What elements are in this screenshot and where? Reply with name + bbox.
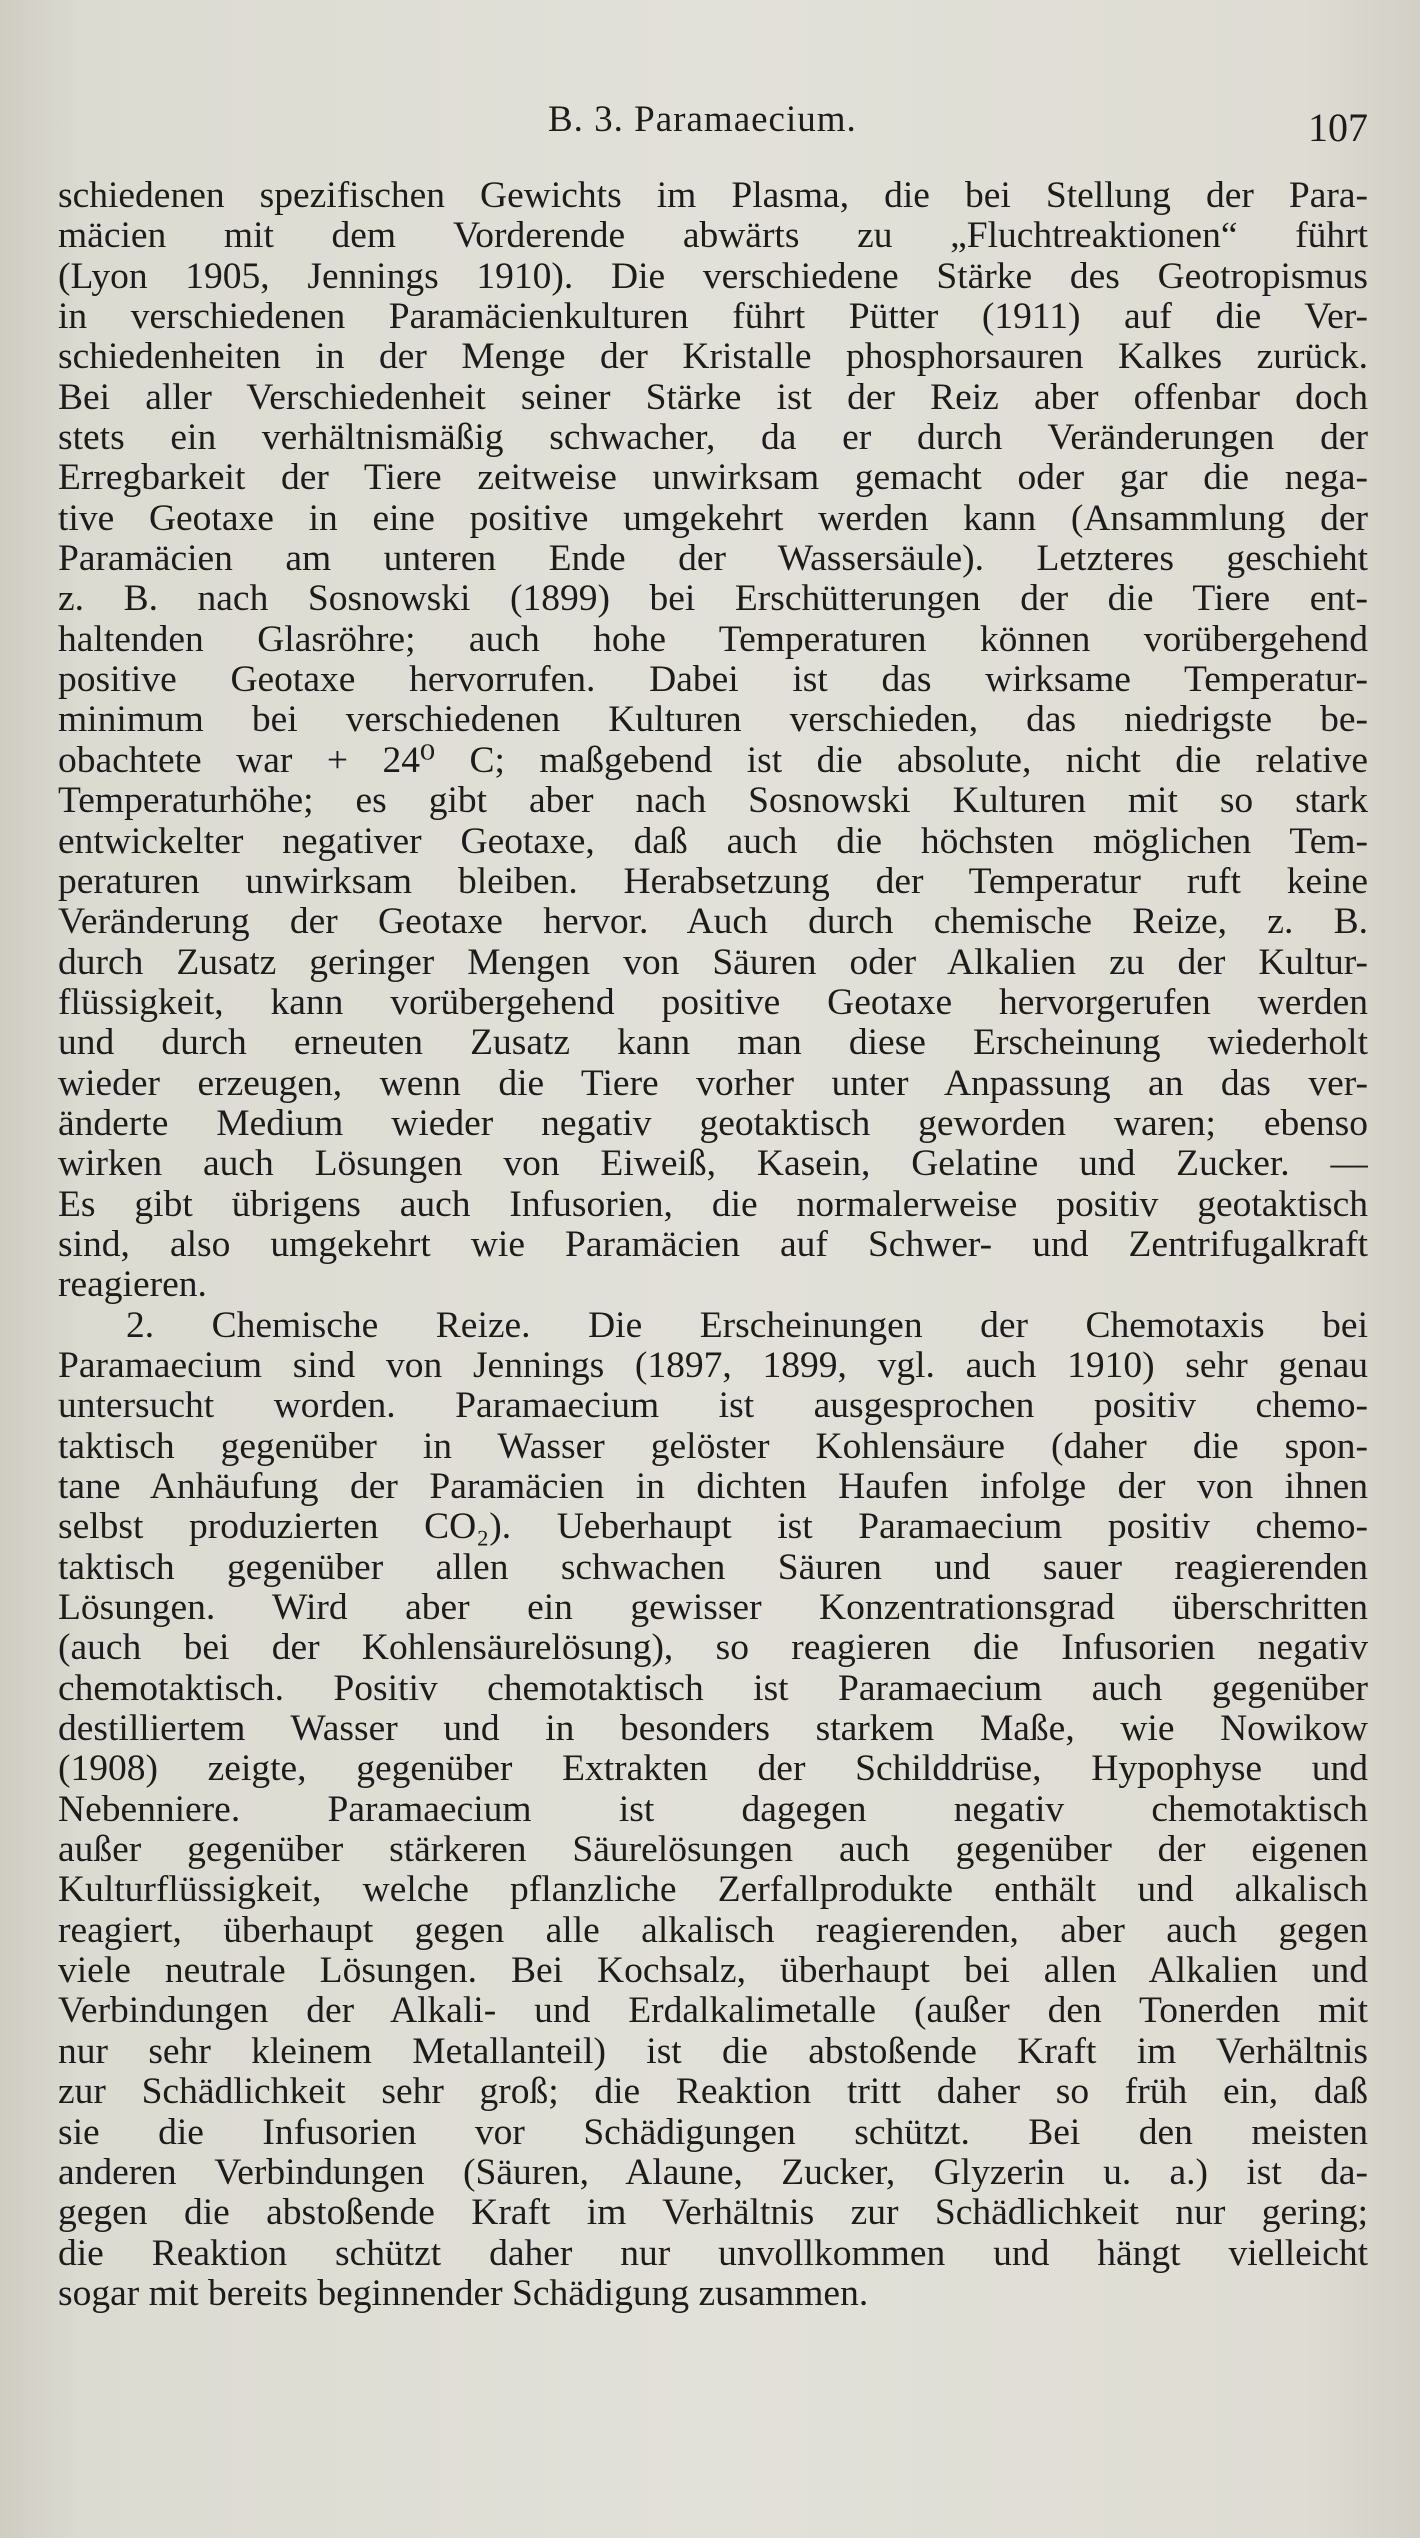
page-header xyxy=(58,90,1368,150)
text-line: Es gibt übrigens auch Infusorien, die normalerweise positiv geotaktisch xyxy=(58,1184,1368,1225)
text-line: flüssigkeit, kann vorübergehend positive Geotaxe hervorgerufen werden xyxy=(58,982,1368,1023)
text-line: Bei aller Verschiedenheit seiner Stärke ist der Reiz aber offenbar doch xyxy=(58,377,1368,418)
text-line: in verschiedenen Paramäcienkulturen führt Pütter (1911) auf die Ver- xyxy=(58,297,1368,338)
text-line: Nebenniere. Paramaecium ist dagegen negativ chemotaktisch xyxy=(58,1789,1368,1830)
text-line: tane Anhäufung der Paramäcien in dichten Haufen infolge der von ihnen xyxy=(58,1467,1368,1507)
text-line: Erregbarkeit der Tiere zeitweise unwirksam gemacht oder gar die nega- xyxy=(58,458,1368,499)
text-line: sogar mit bereits beginnender Schädigung zusammen. xyxy=(58,2273,869,2314)
text-line: gegen die abstoßende Kraft im Verhältnis zur Schädlichkeit nur gering; xyxy=(58,2193,1368,2234)
text-line: (Lyon 1905, Jennings 1910). Die verschiedene Stärke des Geotropismus xyxy=(58,256,1368,297)
text-line: minimum bei verschiedenen Kulturen verschieden, das niedrigste be- xyxy=(58,700,1368,741)
text-line: tive Geotaxe in eine positive umgekehrt werden kann (Ansammlung der xyxy=(58,498,1368,539)
text-line: haltenden Glasröhre; auch hohe Temperaturen können vorübergehend xyxy=(58,619,1368,660)
running-head: B. 3. Paramaecium. xyxy=(548,99,857,140)
text-line: durch Zusatz geringer Mengen von Säuren oder Alkalien zu der Kultur- xyxy=(58,942,1368,983)
text-line: taktisch gegenüber allen schwachen Säuren und sauer reagierenden xyxy=(58,1547,1368,1588)
text-line: schiedenen spezifischen Gewichts im Plasma, die bei Stellung der Para- xyxy=(58,176,1368,216)
section-heading-line: 2. Chemische Reize. Die Erscheinungen der Chemotaxis bei xyxy=(126,1305,1368,1346)
text-line: zur Schädlichkeit sehr groß; die Reaktion tritt daher so früh ein, daß xyxy=(58,2072,1368,2113)
text-line: chemotaktisch. Positiv chemotaktisch ist Paramaecium auch gegenüber xyxy=(58,1668,1368,1709)
text-line: Verbindungen der Alkali- und Erdalkalimetalle (außer den Tonerden mit xyxy=(58,1991,1368,2032)
text-line: reagiert, überhaupt gegen alle alkalisch reagierenden, aber auch gegen xyxy=(58,1910,1368,1951)
text-line: obachtete war + 24⁰ C; maßgebend ist die absolute, nicht die relative xyxy=(58,740,1368,781)
text-line: mäcien mit dem Vorderende abwärts zu „Fluchtreaktionen“ führt xyxy=(58,216,1368,257)
text-line: Paramaecium sind von Jennings (1897, 1899, vgl. auch 1910) sehr genau xyxy=(58,1345,1368,1386)
text-line: sie die Infusorien vor Schädigungen schützt. Bei den meisten xyxy=(58,2112,1368,2153)
text-line: selbst produzierten CO₂). Ueberhaupt ist Paramaecium positiv chemo- xyxy=(58,1507,1368,1548)
text-line: Veränderung der Geotaxe hervor. Auch durch chemische Reize, z. B. xyxy=(58,902,1368,943)
text-line: wirken auch Lösungen von Eiweiß, Kasein, Gelatine und Zucker. — xyxy=(58,1144,1368,1185)
text-line: entwickelter negativer Geotaxe, daß auch die höchsten möglichen Tem- xyxy=(58,821,1368,862)
body-text xyxy=(58,176,1368,2314)
text-line: taktisch gegenüber in Wasser gelöster Kohlensäure (daher die spon- xyxy=(58,1426,1368,1467)
text-line: änderte Medium wieder negativ geotaktisch geworden waren; ebenso xyxy=(58,1103,1368,1144)
text-line: wieder erzeugen, wenn die Tiere vorher unter Anpassung an das ver- xyxy=(58,1063,1368,1104)
text-line: (auch bei der Kohlensäurelösung), so reagieren die Infusorien negativ xyxy=(58,1628,1368,1669)
text-line: sind, also umgekehrt wie Paramäcien auf Schwer- und Zentrifugalkraft xyxy=(58,1224,1368,1265)
text-line: schiedenheiten in der Menge der Kristalle phosphorsauren Kalkes zurück. xyxy=(58,337,1368,378)
text-line: z. B. nach Sosnowski (1899) bei Erschütterungen der die Tiere ent- xyxy=(58,579,1368,620)
text-line: destilliertem Wasser und in besonders starkem Maße, wie Nowikow xyxy=(58,1709,1368,1750)
text-line: Paramäcien am unteren Ende der Wassersäule). Letzteres geschieht xyxy=(58,539,1368,580)
page-number: 107 xyxy=(1308,105,1368,150)
text-line: positive Geotaxe hervorrufen. Dabei ist das wirksame Temperatur- xyxy=(58,660,1368,701)
text-line: außer gegenüber stärkeren Säurelösungen auch gegenüber der eigenen xyxy=(58,1830,1368,1871)
text-line: und durch erneuten Zusatz kann man diese Erscheinung wiederholt xyxy=(58,1023,1368,1064)
text-line: nur sehr kleinem Metallanteil) ist die abstoßende Kraft im Verhältnis xyxy=(58,2031,1368,2072)
text-line: Lösungen. Wird aber ein gewisser Konzentrationsgrad überschritten xyxy=(58,1588,1368,1629)
text-line: reagieren. xyxy=(58,1265,207,1306)
text-line: anderen Verbindungen (Säuren, Alaune, Zucker, Glyzerin u. a.) ist da- xyxy=(58,2152,1368,2193)
text-line: viele neutrale Lösungen. Bei Kochsalz, überhaupt bei allen Alkalien und xyxy=(58,1951,1368,1992)
text-line: (1908) zeigte, gegenüber Extrakten der Schilddrüse, Hypophyse und xyxy=(58,1749,1368,1790)
text-line: Temperaturhöhe; es gibt aber nach Sosnowski Kulturen mit so stark xyxy=(58,781,1368,822)
text-line: peraturen unwirksam bleiben. Herabsetzung der Temperatur ruft keine xyxy=(58,861,1368,902)
text-line: stets ein verhältnismäßig schwacher, da er durch Veränderungen der xyxy=(58,418,1368,459)
text-line: Kulturflüssigkeit, welche pflanzliche Zerfallprodukte enthält und alkalisch xyxy=(58,1870,1368,1911)
text-line: untersucht worden. Paramaecium ist ausgesprochen positiv chemo- xyxy=(58,1386,1368,1427)
text-line: die Reaktion schützt daher nur unvollkommen und hängt vielleicht xyxy=(58,2233,1368,2274)
